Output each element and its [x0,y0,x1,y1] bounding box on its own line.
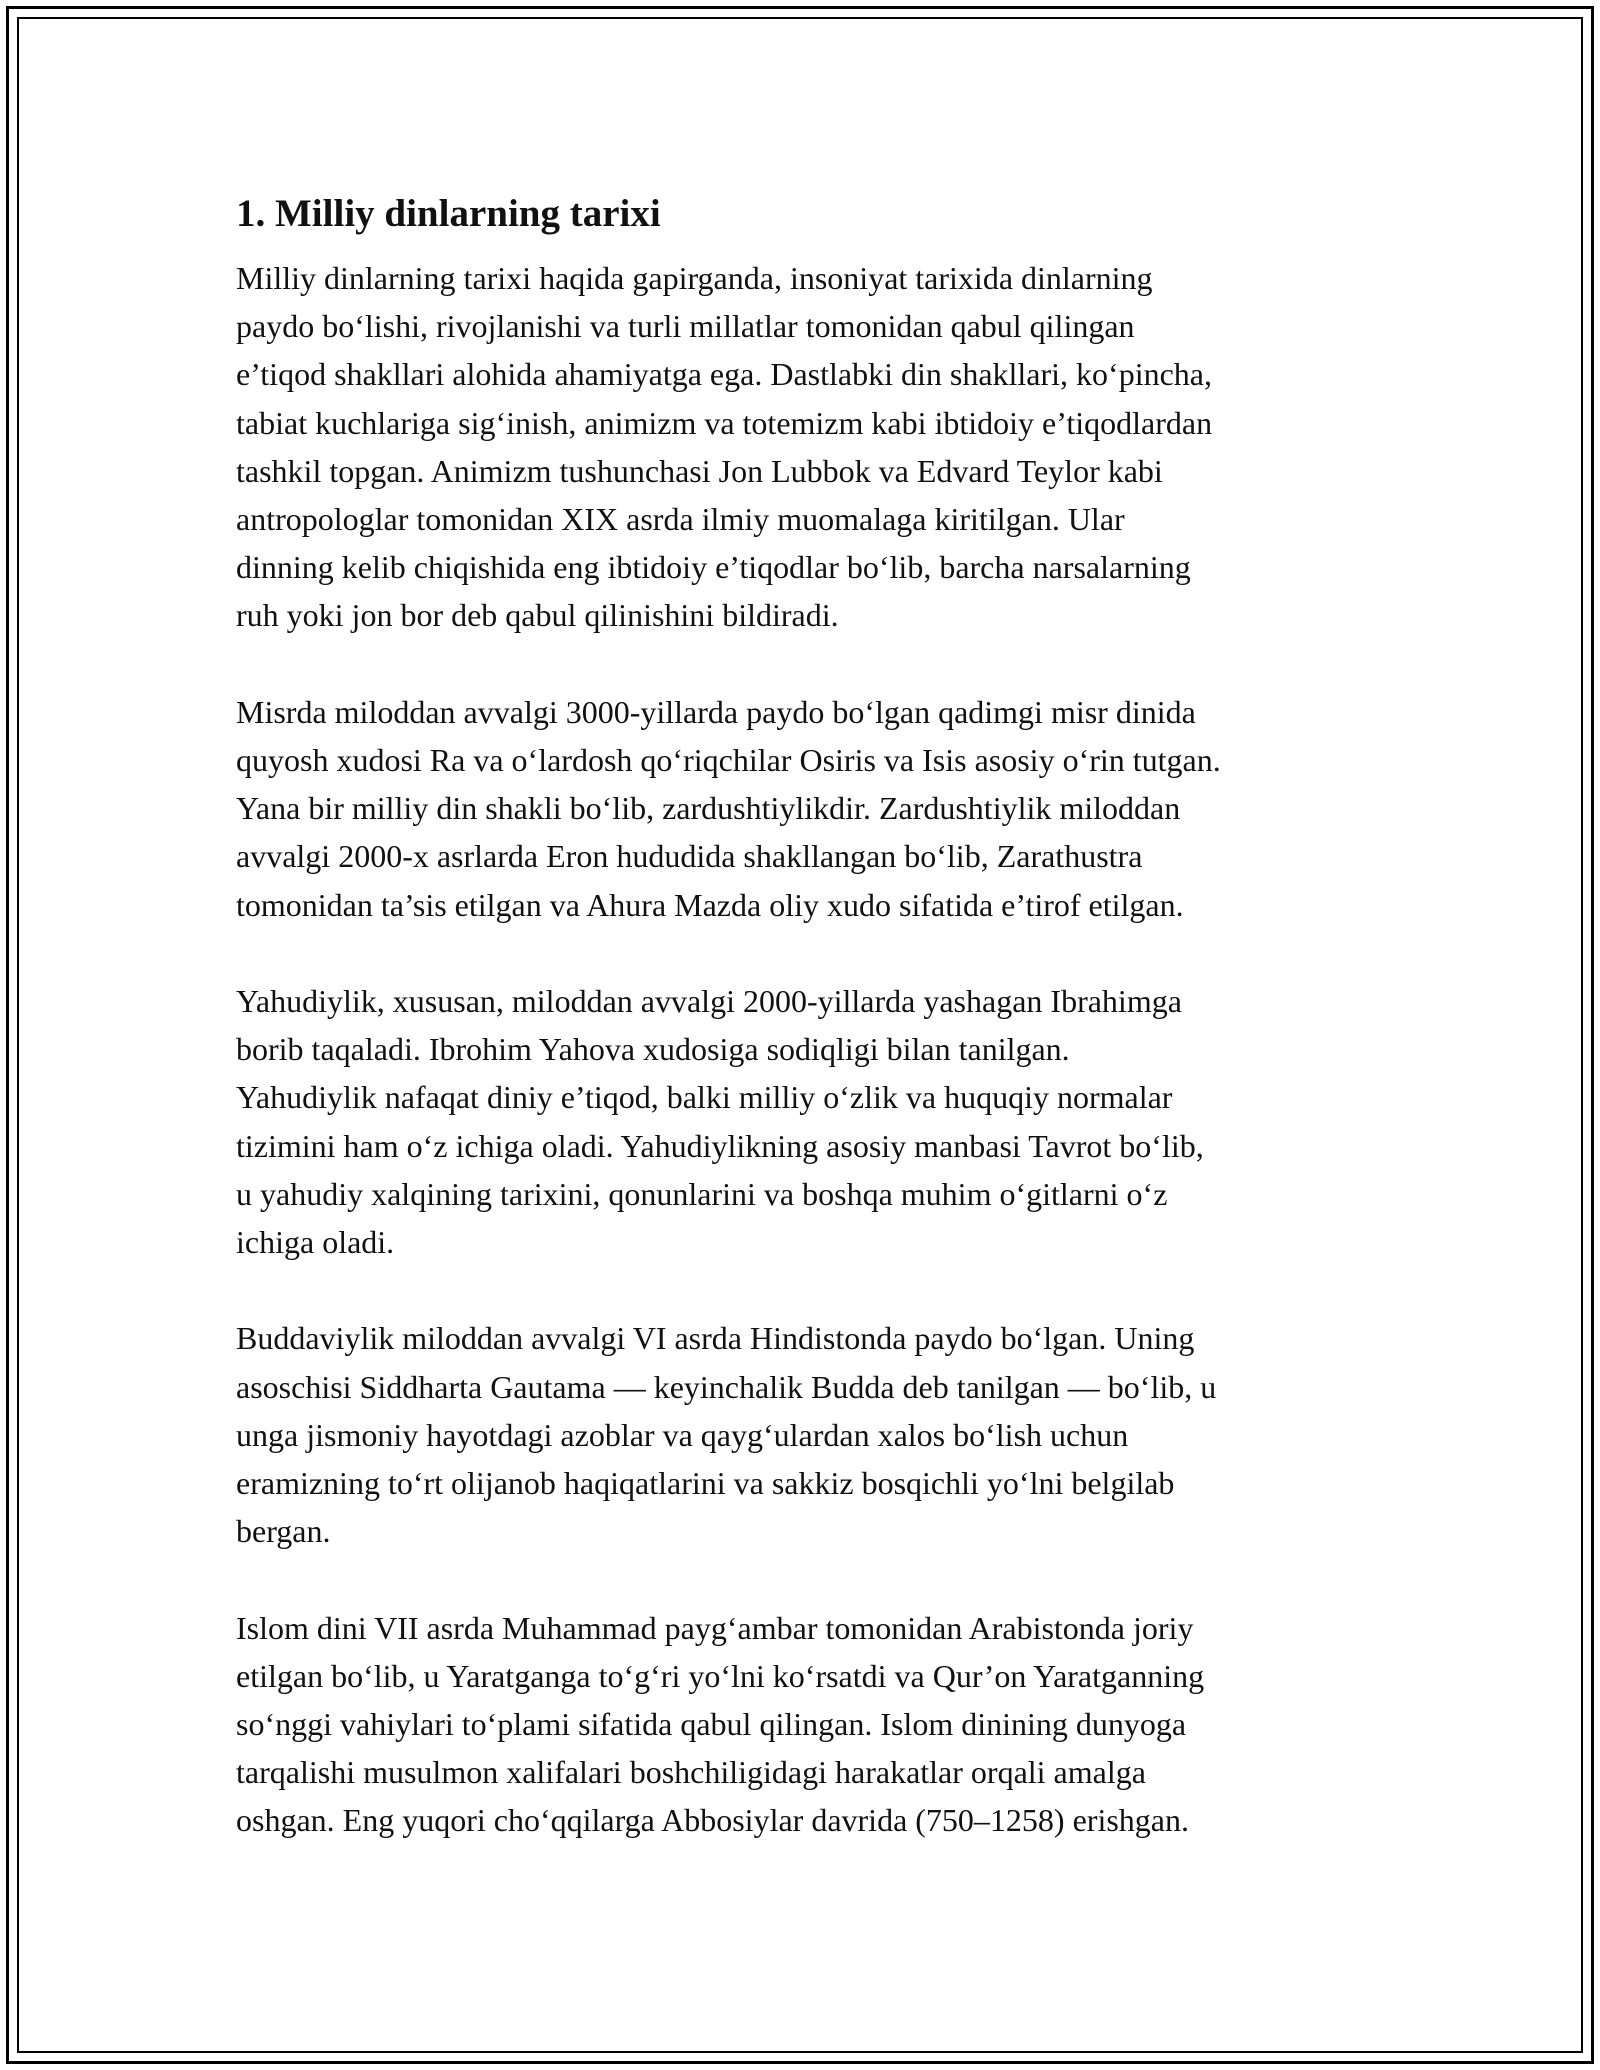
paragraph-egypt-zoroastrianism: Misrda miloddan avvalgi 3000-yillarda paydo bo‘lgan qadimgi misr dinida quyosh xudosi Ra va o‘lardosh qo‘riqchilar Osiris va Isis asosiy o‘rin tutgan. Yana bir milliy din shakli bo‘lib, zardushtiylikdir. Zardushtiylik miloddan avvalgi 2000-x asrlarda Eron hududida shakllangan bo‘lib, Zarathustra tomonidan ta’sis etilgan va Ahura Mazda oliy xudo sifatida e’tirof etilgan. [236,693,1221,923]
paragraph-islam: Islom dini VII asrda Muhammad payg‘ambar tomonidan Arabistonda joriy etilgan bo‘lib, u Yaratganga to‘g‘ri yo‘lni ko‘rsatdi va Qur’on Yaratganning so‘nggi vahiylari to‘plami sifatida qabul qilingan. Islom dinining dunyoga tarqalishi musulmon xalifalari boshchiligidagi harakatlar orqali amalga oshgan. Eng yuqori cho‘qqilarga Abbosiylar davrida (750–1258) erishgan. [236,1609,1205,1839]
paragraph-buddhism: Buddaviylik miloddan avvalgi VI asrda Hindistonda paydo bo‘lgan. Uning asoschisi Siddharta Gautama — keyinchalik Budda deb tanilgan — bo‘lib, u unga jismoniy hayotdagi azoblar va qayg‘ulardan xalos bo‘lish uchun eramizning to‘rt olijanob haqiqatlarini va sakkiz bosqichli yo‘lni belgilab bergan. [236,1320,1217,1550]
document-body [236,186,1376,1893]
section-title: 1. Milliy dinlarning tarixi [236,192,661,235]
paragraph-animism: Milliy dinlarning tarixi haqida gapirganda, insoniyat tarixida dinlarning paydo bo‘lishi, rivojlanishi va turli millatlar tomonidan qabul qilingan e’tiqod shakllari alohida ahamiyatga ega. Dastlabki din shakllari, ko‘pincha, tabiat kuchlariga sig‘inish, animizm va totemizm kabi ibtidoiy e’tiqodlardan tashkil topgan. Animizm tushunchasi Jon Lubbok va Edvard Teylor kabi antropologlar tomonidan XIX asrda ilmiy muomalaga kiritilgan. Ular dinning kelib chiqishida eng ibtidoiy e’tiqodlar bo‘lib, barcha narsalarning ruh yoki jon bor deb qabul qilinishini bildiradi. [236,260,1213,634]
paragraph-judaism: Yahudiylik, xususan, miloddan avvalgi 2000-yillarda yashagan Ibrahimga borib taqaladi. Ibrohim Yahova xudosiga sodiqligi bilan tanilgan. Yahudiylik nafaqat diniy e’tiqod, balki milliy o‘zlik va huquqiy normalar tizimini ham o‘z ichiga oladi. Yahudiylikning asosiy manbasi Tavrot bo‘lib, u yahudiy xalqining tarixini, qonunlarini va boshqa muhim o‘gitlarni o‘z ichiga oladi. [236,983,1204,1261]
